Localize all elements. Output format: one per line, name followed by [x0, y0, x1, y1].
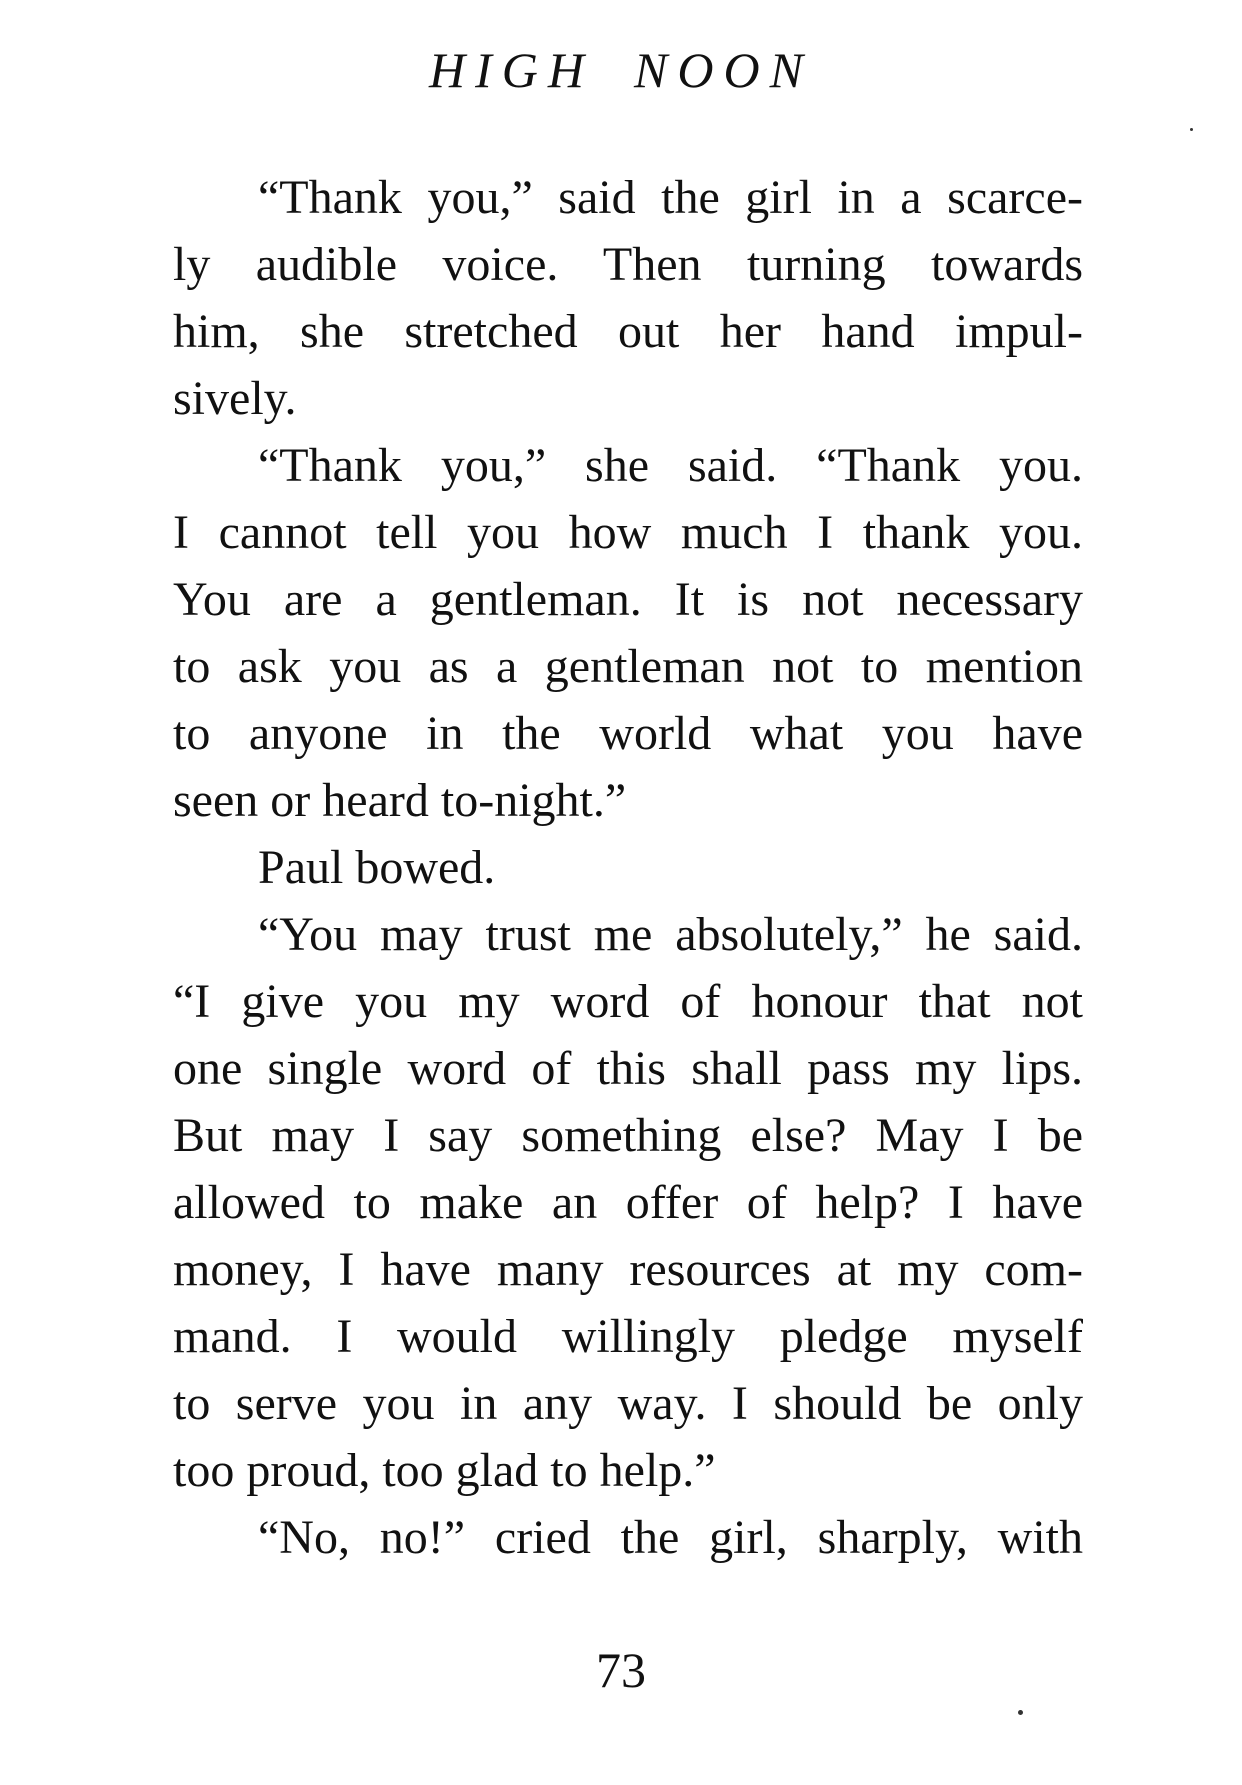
- page-number: 73: [596, 1642, 646, 1698]
- text-line: to ask you as a gentleman not to mention: [173, 640, 1083, 693]
- text-line: to anyone in the world what you have: [173, 707, 1083, 760]
- text-line: “Thank you,” she said. “Thank you.: [258, 439, 1083, 492]
- text-line: one single word of this shall pass my lips.: [173, 1042, 1083, 1095]
- text-line: Paul bowed.: [258, 841, 496, 894]
- running-head-word-2: NOON: [634, 42, 813, 98]
- running-head: [0, 40, 1242, 100]
- running-head-word-1: HIGH: [429, 42, 595, 98]
- text-line: too proud, too glad to help.”: [173, 1444, 716, 1497]
- text-line: mand. I would willingly pledge myself: [173, 1310, 1083, 1363]
- text-line: seen or heard to-night.”: [173, 774, 627, 827]
- text-line: But may I say something else? May I be: [173, 1109, 1083, 1162]
- text-line: You are a gentleman. It is not necessary: [173, 573, 1083, 626]
- text-line: ly audible voice. Then turning towards: [173, 238, 1083, 291]
- text-line: money, I have many resources at my com-: [173, 1243, 1083, 1296]
- print-speck: [1018, 1710, 1023, 1715]
- text-line: allowed to make an offer of help? I have: [173, 1176, 1083, 1229]
- text-line: “Thank you,” said the girl in a scarce-: [258, 171, 1083, 224]
- text-line: “I give you my word of honour that not: [173, 975, 1083, 1028]
- body-text: [173, 164, 1083, 1571]
- print-speck: [1190, 128, 1193, 131]
- text-line: sively.: [173, 372, 297, 425]
- text-line: to serve you in any way. I should be only: [173, 1377, 1083, 1430]
- text-line: I cannot tell you how much I thank you.: [173, 506, 1083, 559]
- text-line: “You may trust me absolutely,” he said.: [258, 908, 1083, 961]
- text-line: him, she stretched out her hand impul-: [173, 305, 1083, 358]
- text-line: “No, no!” cried the girl, sharply, with: [258, 1511, 1083, 1564]
